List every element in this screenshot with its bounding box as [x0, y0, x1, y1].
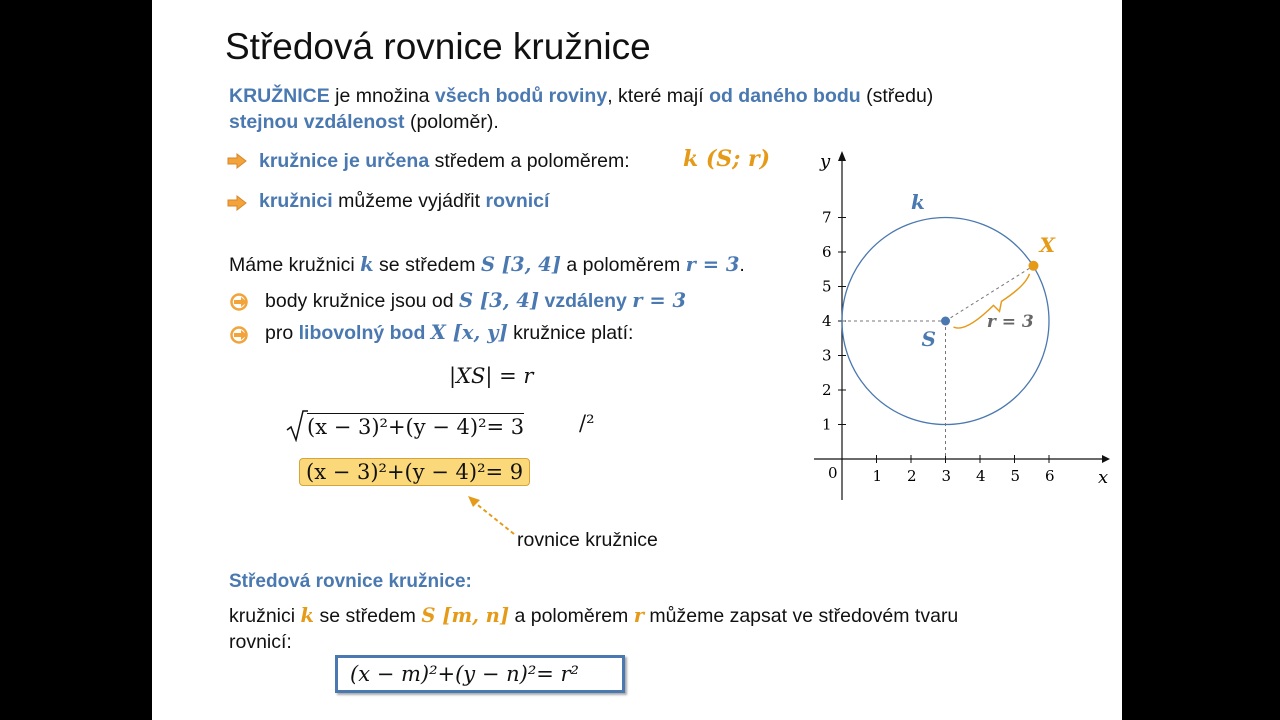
bullet-determined: [259, 148, 630, 174]
axes: [814, 151, 1110, 500]
note-equation-label: rovnice kružnice: [517, 529, 658, 551]
example-emph: libovolný bod: [298, 322, 431, 344]
bullet-emph: rovnicí: [485, 190, 550, 212]
math-radius: r: [633, 604, 644, 627]
x-tick-label: 1: [872, 467, 883, 485]
example-text: Máme kružnici: [229, 254, 361, 276]
center-label: S: [921, 327, 936, 351]
arrow-right-icon: [227, 153, 247, 169]
general-text: můžeme zapsat ve středovém tvaru: [643, 605, 959, 627]
radius-label: r = 3: [986, 312, 1034, 332]
y-axis-arrow: [838, 151, 846, 161]
y-axis-label: y: [820, 151, 831, 172]
definition-text: je množina: [329, 85, 435, 107]
x-tick-label: 3: [941, 467, 952, 485]
equation-sqrt: (x − 3)²+(y − 4)²= 3: [307, 415, 525, 439]
y-tick-label: 1: [822, 415, 832, 434]
x-tick-label: 5: [1010, 467, 1021, 485]
y-tick-label: 6: [822, 243, 832, 261]
slide: [152, 0, 1122, 720]
example-point-1: [265, 288, 686, 314]
bullet-equation: [259, 188, 549, 214]
equation-distance: |XS| = r: [449, 364, 534, 388]
page-title: Středová rovnice kružnice: [225, 26, 651, 67]
point-x-label: X: [1039, 232, 1056, 257]
x-tick-label: 2: [907, 467, 917, 485]
general-heading: Středová rovnice kružnice:: [229, 571, 472, 592]
definition-emph: od daného bodu: [709, 85, 861, 107]
x-axis-arrow: [1102, 455, 1110, 463]
arrow-right-icon: [227, 195, 247, 211]
sqrt-equation: [286, 408, 546, 442]
example-emph: vzdáleny: [539, 290, 633, 312]
term-kruznice: KRUŽNICE: [229, 85, 330, 107]
bullet-text: můžeme vyjádřit: [332, 190, 486, 212]
example-point-2: [265, 320, 633, 346]
arrow-circle-icon: [230, 326, 252, 344]
math-center: S [3, 4]: [480, 253, 561, 276]
circle-label: k: [911, 189, 925, 214]
math-radius: r = 3: [685, 253, 740, 276]
general-equation: (x − m)²+(y − n)²= r²: [335, 655, 625, 693]
math-point: X [x, y]: [430, 321, 508, 344]
example-text: kružnice platí:: [507, 322, 634, 344]
example-text: se středem: [373, 254, 481, 276]
definition-text: (středu): [860, 85, 934, 107]
example-intro: [229, 252, 745, 278]
y-tick-label: 5: [822, 277, 832, 296]
ticks: [822, 209, 1055, 486]
x-axis-label: x: [1098, 467, 1109, 488]
example-text: body kružnice jsou od: [265, 290, 460, 312]
definition-text: (poloměr).: [404, 111, 499, 133]
y-tick-label: 2: [822, 381, 832, 399]
equation-result: (x − 3)²+(y − 4)²= 9: [299, 458, 530, 486]
general-line-1: [229, 603, 958, 629]
bullet-emph: kružnice je určena: [259, 150, 430, 172]
example-text: pro: [265, 322, 299, 344]
math-center: S [m, n]: [421, 604, 510, 627]
math-center: S [3, 4]: [459, 289, 540, 312]
point-x: [1028, 261, 1038, 271]
origin-label: 0: [828, 464, 838, 482]
bullet-emph: kružnici: [259, 190, 333, 212]
x-tick-label: 6: [1045, 467, 1055, 485]
definition-emph: stejnou vzdálenost: [229, 111, 405, 133]
definition-emph: všech bodů roviny: [434, 85, 608, 107]
example-text: .: [739, 254, 745, 276]
x-tick-label: 4: [976, 467, 986, 485]
definition-text: , které mají: [607, 85, 710, 107]
shapes: [842, 190, 1056, 459]
definition-line-1: [229, 83, 933, 109]
math-k: k: [360, 253, 374, 276]
square-operation: /²: [579, 411, 595, 435]
math-k: k: [300, 604, 315, 627]
y-tick-label: 4: [822, 312, 832, 330]
circle-diagram: [812, 145, 1112, 515]
example-text: a poloměrem: [560, 254, 686, 276]
sqrt-sign-icon: [286, 410, 308, 442]
bullet-text: středem a poloměrem:: [429, 150, 630, 172]
arrow-circle-icon: [230, 293, 252, 311]
general-text: se středem: [314, 605, 422, 627]
y-tick-label: 7: [822, 208, 832, 227]
center-point: [941, 317, 950, 326]
circle-notation: k (S; r): [683, 146, 770, 172]
definition-line-2: [229, 109, 499, 135]
math-radius: r = 3: [632, 289, 687, 312]
y-tick-label: 3: [822, 346, 832, 365]
general-line-2: rovnicí:: [229, 631, 292, 653]
general-text: kružnici: [229, 605, 301, 627]
dashed-arrow-icon: [462, 490, 522, 540]
general-text: a poloměrem: [509, 605, 634, 627]
